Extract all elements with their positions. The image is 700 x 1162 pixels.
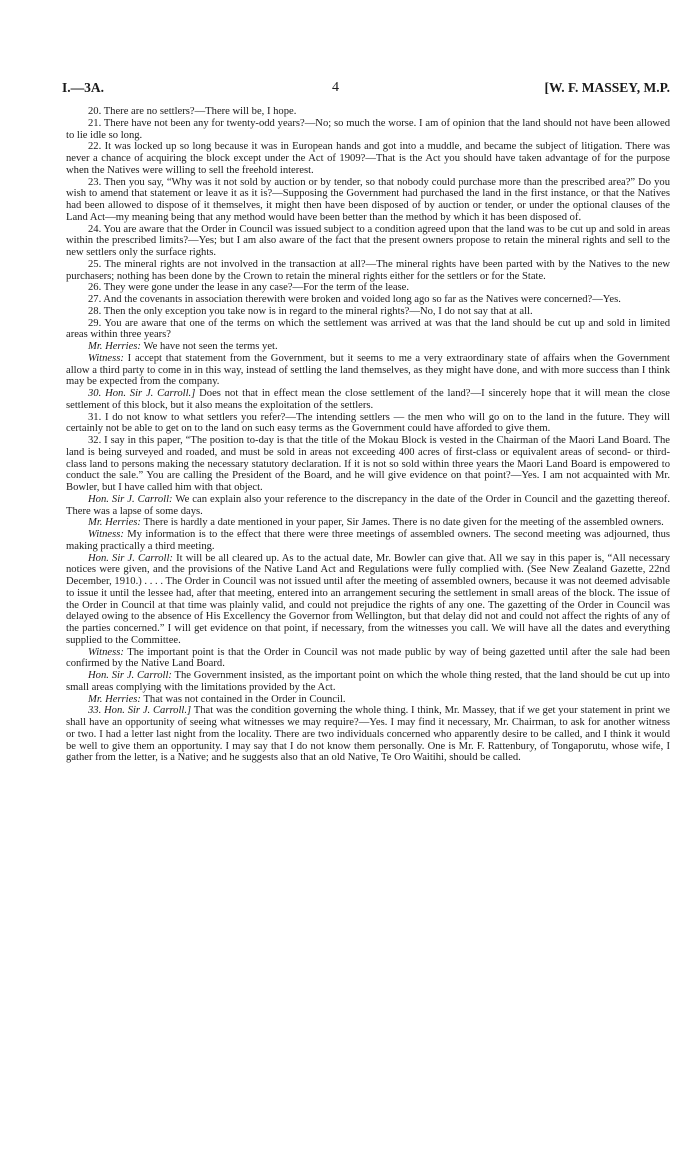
paragraph-text: 22. It was locked up so long because it was in European hands and got into a muddle, and became the subject of litigation. There was never a chance of acquiring the block except under the Act of 1909?—That is the Act you should have taken advantage of for the purpose when the Natives were willing to sell the freehold interest.: [66, 141, 670, 176]
testimony-paragraph: [66, 106, 670, 118]
testimony-paragraph: [66, 294, 670, 306]
testimony-paragraph: [66, 259, 670, 283]
paragraph-text: 23. Then you say, “Why was it not sold by auction or by tender, so that nobody could purchase more than the prescribed area?” Do you wish to amend that statement or leave it as it is?—Supposing the Government had purchased the land in the first instance, or that the Natives had been allowed to dispose of it themselves, it might then have been disposed of by auction or tender, or under the optional clauses of the Land Act—my meaning being that any method would have been better than the method by which it has been disposed of.: [66, 176, 670, 223]
testimony-paragraph: [66, 694, 670, 706]
paragraph-text: That was not contained in the Order in Council.: [143, 693, 346, 705]
paragraph-text: Does not that in effect mean the close settlement of the land?—I sincerely hope that it will mean the close settlement of this block, but it also means the exploitation of the settlers.: [66, 388, 670, 411]
testimony-paragraph: [66, 705, 670, 764]
speaker-label: Hon. Sir J. Carroll:: [88, 552, 173, 564]
speaker-label: Mr. Herries:: [88, 693, 141, 705]
speaker-label: 33. Hon. Sir J. Carroll.]: [88, 705, 192, 717]
testimony-paragraph: [66, 141, 670, 176]
paragraph-text: That was the condition governing the whole thing. I think, Mr. Massey, that if we get your statement in print we shall have an opportunity of seeing what witnesses we may require?—Yes. I may find it necessary, Mr. Chairman, to ask for another witness or two. I had a letter last night from the locality. There are two individuals concerned who apparently desire to be called, and I think it would be well to give them an opportunity. I may say that I do not know them personally. One is Mr. F. Rattenbury, of Tongaporutu, whose wife, I gather from the letter, is a Native; and he suggests also that an old Native, Te Oro Waitihi, should be called.: [66, 705, 670, 764]
testimony-paragraph: [66, 318, 670, 342]
document-reference: I.—3A.: [62, 80, 105, 95]
speaker-label: Witness:: [88, 646, 124, 658]
testimony-paragraph: [66, 282, 670, 294]
paragraph-text: 24. You are aware that the Order in Council was issued subject to a condition agreed upon that the land was to be cut up and sold in areas within the prescribed limits?—Yes; but I am also aware of the fact that the present owners propose to retain the mineral rights and sell to the new settlers only the surface rights.: [66, 223, 670, 258]
speaker-label: Mr. Herries:: [88, 517, 141, 529]
witness-name-header: [W. F. MASSEY, M.P.: [544, 80, 670, 95]
page-header: [62, 80, 670, 100]
paragraph-text: We have not seen the terms yet.: [143, 341, 278, 352]
testimony-paragraph: [66, 529, 670, 553]
testimony-body: [66, 106, 670, 764]
testimony-paragraph: [66, 647, 670, 671]
testimony-paragraph: [66, 306, 670, 318]
paragraph-text: 28. Then the only exception you take now is in regard to the mineral rights?—No, I do not say that at all.: [88, 305, 533, 317]
paragraph-text: 32. I say in this paper, “The position to-day is that the title of the Mokau Block is vested in the Chairman of the Maori Land Board. The land is being surveyed and roaded, and must be sold in areas not exceeding 400 acres of first-class or equivalent areas of second- or third-class land to persons making the necessary statutory declaration. If it is not so sold within three years the Maori Land Board is empowered to conduct the sale.” You are calling the President of the Board, and he will give evidence on that point?—Yes. I am not acquainted with Mr. Bowler, but I have called him with that object.: [66, 435, 670, 493]
testimony-paragraph: [66, 670, 670, 694]
testimony-paragraph: [66, 494, 670, 518]
speaker-label: Hon. Sir J. Carroll:: [88, 493, 173, 505]
speaker-label: Hon. Sir J. Carroll:: [88, 670, 172, 681]
testimony-paragraph: [66, 118, 670, 142]
testimony-paragraph: [66, 341, 670, 353]
paragraph-text: 20. There are no settlers?—There will be, I hope.: [88, 106, 297, 117]
paragraph-text: 26. They were gone under the lease in any case?—For the term of the lease.: [88, 282, 410, 294]
paragraph-text: 31. I do not know to what settlers you refer?—The intending settlers — the men who will go on to the land in the future. They will certainly not be able to get on to the land on such easy terms as the Government could have afforded to give them.: [66, 411, 670, 435]
paragraph-text: My information is to the effect that there were three meetings of assembled owners. The second meeting was adjourned, thus making practically a third meeting.: [66, 529, 670, 552]
page-number: 4: [332, 80, 339, 95]
paragraph-text: I accept that statement from the Government, but it seems to me a very extraordinary state of affairs when the Government allow a third party to come in in this way, instead of settling the land themselves, as they might have done, and with more success than I think may be expected from the company.: [66, 352, 670, 388]
speaker-label: Witness:: [88, 529, 124, 540]
testimony-paragraph: [66, 412, 670, 436]
testimony-paragraph: [66, 517, 670, 529]
testimony-paragraph: [66, 388, 670, 412]
testimony-paragraph: [66, 177, 670, 224]
paragraph-text: 21. There have not been any for twenty-odd years?—No; so much the worse. I am of opinion that the land should not have been allowed to lie idle so long.: [66, 117, 670, 141]
testimony-paragraph: [66, 553, 670, 647]
testimony-paragraph: [66, 435, 670, 494]
speaker-label: 30. Hon. Sir J. Carroll.]: [88, 388, 196, 399]
paragraph-text: It will be all cleared up. As to the actual date, Mr. Bowler can give that. All we say in this paper is, “All necessary notices were given, and the provisions of the Native Land Act and Regulations were fully complied with. (See New Zealand Gazette, 22nd December, 1910.) . . . . The Order in Council was not issued until after the meeting of assembled owners, because it was not deemed advisable to issue it until the lessee had, after that meeting, entered into an arrangement securing the settlement in small areas of the block. The issue of the Order in Council at that time was plainly valid, and could not prejudice the rights of any one. The gazetting of the Order in Council was delayed owing to the absence of His Excellency the Governor from Wellington, but that delay did not and could not affect the rights of any of the parties concerned.” I will get evidence on that point, if necessary, from the witnesses you call. We will have all the dates and everything supplied to the Committee.: [66, 552, 670, 646]
paragraph-text: We can explain also your reference to the discrepancy in the date of the Order in Council and the gazetting thereof. There was a lapse of some days.: [66, 493, 670, 517]
testimony-paragraph: [66, 353, 670, 388]
paragraph-text: The important point is that the Order in Council was not made public by way of being gazetted until after the sale had been confirmed by the Native Land Board.: [66, 646, 670, 670]
paragraph-text: 29. You are aware that one of the terms on which the settlement was arrived at was that the land should be cut up and sold in limited areas within three years?: [66, 317, 670, 341]
paragraph-text: There is hardly a date mentioned in your paper, Sir James. There is no date given for the meeting of the assembled owners.: [143, 517, 664, 529]
speaker-label: Mr. Herries:: [88, 341, 141, 352]
testimony-paragraph: [66, 224, 670, 259]
paragraph-text: 27. And the covenants in association therewith were broken and voided long ago so far as the Natives were concerned?—Yes.: [88, 294, 621, 305]
paragraph-text: The Government insisted, as the important point on which the whole thing rested, that the land should be cut up into small areas complying with the limitations provided by the Act.: [66, 670, 670, 693]
paragraph-text: 25. The mineral rights are not involved in the transaction at all?—The mineral rights have been parted with by the Natives to the new purchasers; nothing has been done by the Crown to retain the mineral rights either for the settlers or for the State.: [66, 258, 670, 282]
speaker-label: Witness:: [88, 352, 124, 364]
